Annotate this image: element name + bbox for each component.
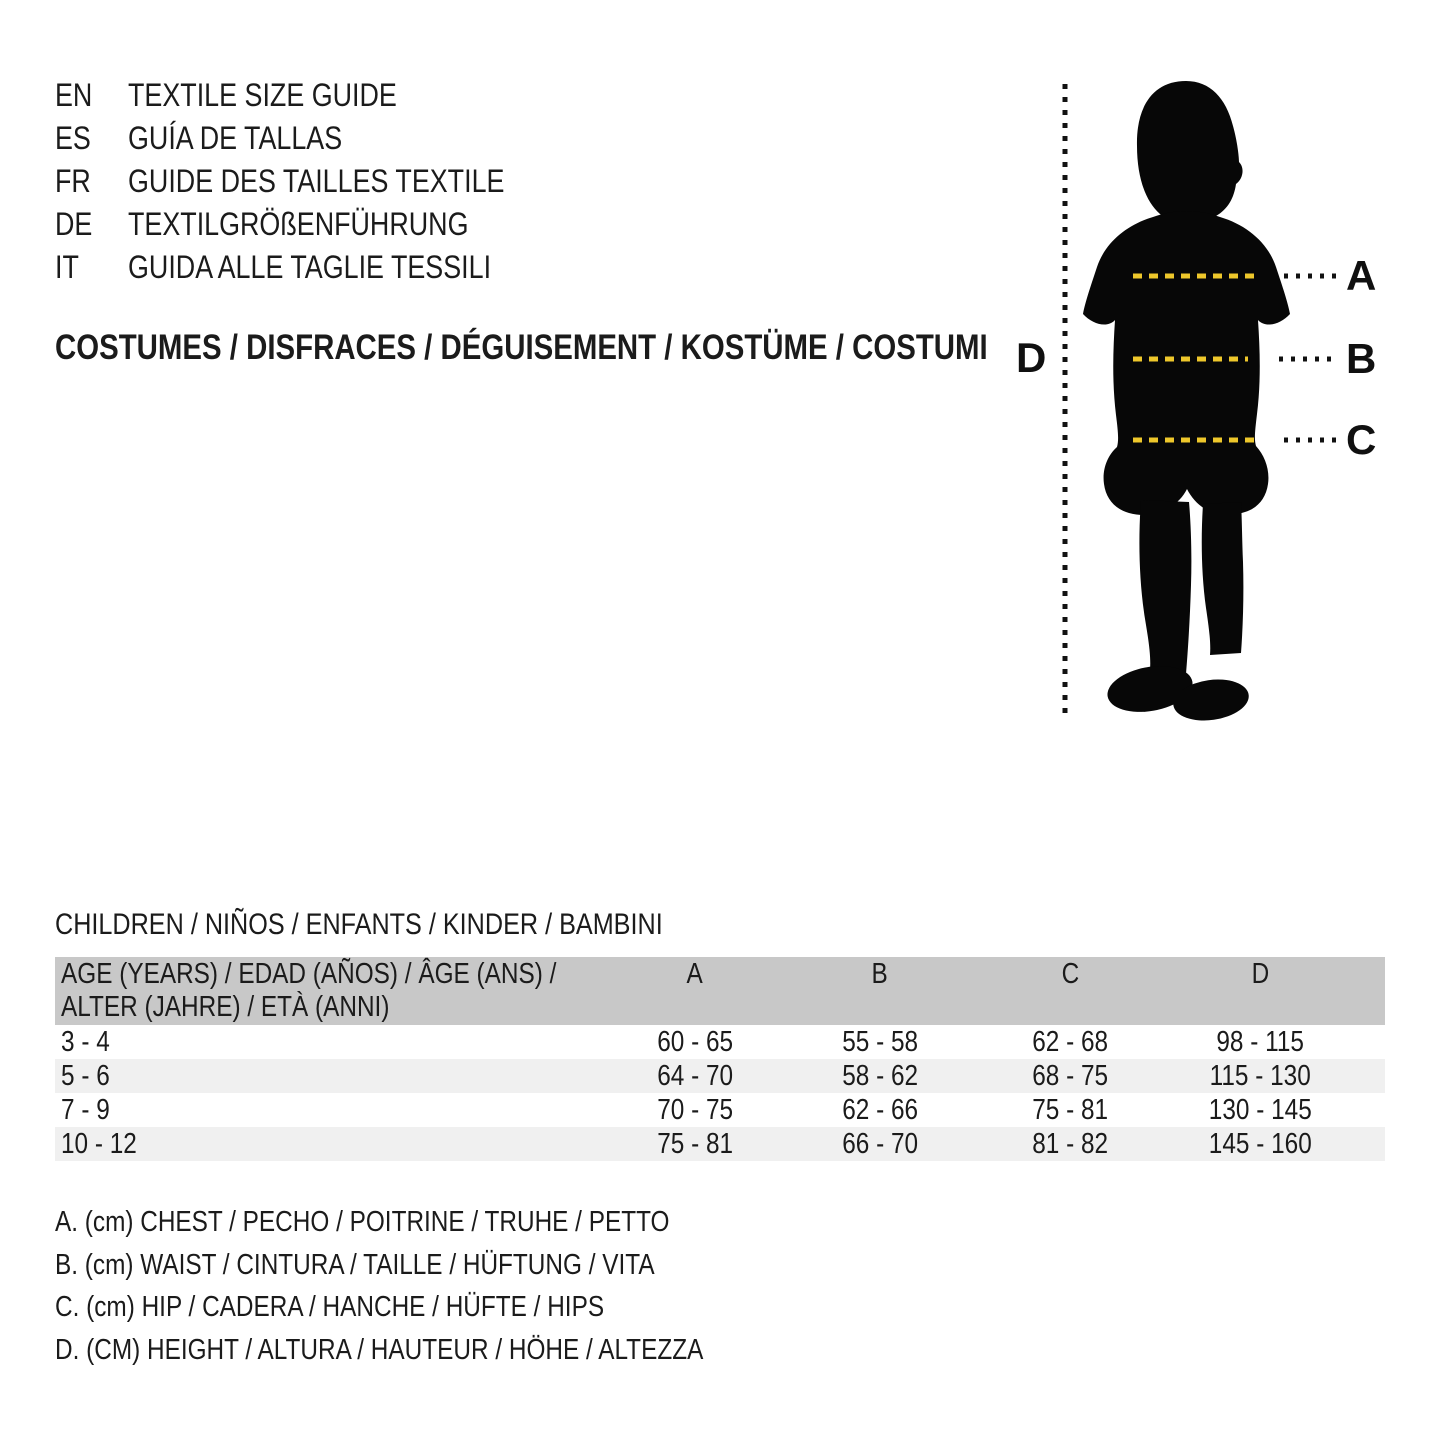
label-chest-a: A <box>1346 252 1377 299</box>
column-header-d: D <box>1251 958 1269 990</box>
guide-title-fr: GUIDE DES TAILLES TEXTILE <box>128 163 505 199</box>
child-silhouette-svg <box>1000 60 1420 725</box>
age-column-header: AGE (YEARS) / EDAD (AÑOS) / ÂGE (ANS) / ALTER (JAHRE) / ETÀ (ANNI) <box>61 958 557 1023</box>
language-row-de <box>55 203 576 246</box>
language-row-fr <box>55 160 576 203</box>
label-height-d: D <box>1016 334 1047 381</box>
language-code: FR <box>55 163 91 199</box>
language-row-it <box>55 246 576 289</box>
height-cell: 98 - 115 <box>1216 1026 1304 1058</box>
language-title-list <box>55 74 576 289</box>
guide-title-en: TEXTILE SIZE GUIDE <box>128 77 397 113</box>
language-row-en <box>55 74 576 117</box>
child-silhouette <box>1083 81 1290 725</box>
guide-title-it: GUIDA ALLE TAGLIE TESSILI <box>128 249 492 285</box>
age-cell: 3 - 4 <box>61 1026 110 1058</box>
column-header-b: B <box>871 958 889 990</box>
table-row-age-5-6 <box>55 1059 1385 1093</box>
size-table <box>55 957 1385 1161</box>
chest-cell: 64 - 70 <box>657 1060 733 1092</box>
silhouette-right-leg <box>1202 502 1244 655</box>
hip-cell: 75 - 81 <box>1032 1094 1108 1126</box>
waist-cell: 66 - 70 <box>842 1128 918 1160</box>
height-cell: 130 - 145 <box>1208 1094 1312 1126</box>
table-row-age-3-4 <box>55 1025 1385 1059</box>
chest-cell: 60 - 65 <box>657 1026 733 1058</box>
silhouette-torso <box>1083 211 1290 515</box>
table-row-age-7-9 <box>55 1093 1385 1127</box>
language-row-es <box>55 117 576 160</box>
legend-item-hip: C. (cm) HIP / CADERA / HANCHE / HÜFTE / HIPS <box>55 1291 605 1323</box>
table-header-row <box>55 957 1385 1025</box>
height-cell: 115 - 130 <box>1209 1060 1311 1092</box>
silhouette-left-leg <box>1139 500 1191 674</box>
waist-cell: 58 - 62 <box>842 1060 918 1092</box>
guide-title-de: TEXTILGRÖßENFÜHRUNG <box>128 206 469 242</box>
chest-cell: 70 - 75 <box>657 1094 733 1126</box>
legend-item-height: D. (CM) HEIGHT / ALTURA / HAUTEUR / HÖHE / ALTEZZA <box>55 1333 704 1366</box>
language-code: IT <box>55 249 79 285</box>
waist-cell: 62 - 66 <box>842 1094 918 1126</box>
guide-title-es: GUÍA DE TALLAS <box>128 120 343 156</box>
hip-cell: 81 - 82 <box>1032 1128 1108 1160</box>
chest-cell: 75 - 81 <box>657 1128 733 1160</box>
waist-cell: 55 - 58 <box>842 1026 918 1058</box>
label-hip-c: C <box>1346 416 1377 463</box>
language-code: ES <box>55 120 91 156</box>
label-waist-b: B <box>1346 335 1377 382</box>
hip-cell: 62 - 68 <box>1032 1026 1108 1058</box>
table-row-age-10-12 <box>55 1127 1385 1161</box>
age-cell: 7 - 9 <box>61 1094 110 1126</box>
column-header-c: C <box>1061 958 1079 990</box>
column-header-a: A <box>686 958 704 990</box>
legend-item-chest: A. (cm) CHEST / PECHO / POITRINE / TRUHE / PETTO <box>55 1206 670 1238</box>
measurement-legend <box>55 1201 827 1371</box>
hip-cell: 68 - 75 <box>1032 1060 1108 1092</box>
legend-item-waist: B. (cm) WAIST / CINTURA / TAILLE / HÜFTUNG / VITA <box>55 1248 655 1281</box>
language-code: EN <box>55 77 93 113</box>
table-section-title: CHILDREN / NIÑOS / ENFANTS / KINDER / BAMBINI <box>55 908 663 941</box>
age-cell: 5 - 6 <box>61 1060 110 1092</box>
age-cell: 10 - 12 <box>61 1128 137 1160</box>
height-cell: 145 - 160 <box>1208 1128 1312 1160</box>
measurement-diagram <box>1000 60 1420 725</box>
language-code: DE <box>55 206 93 242</box>
category-title: COSTUMES / DISFRACES / DÉGUISEMENT / KOSTÜME / COSTUMI <box>55 328 988 367</box>
